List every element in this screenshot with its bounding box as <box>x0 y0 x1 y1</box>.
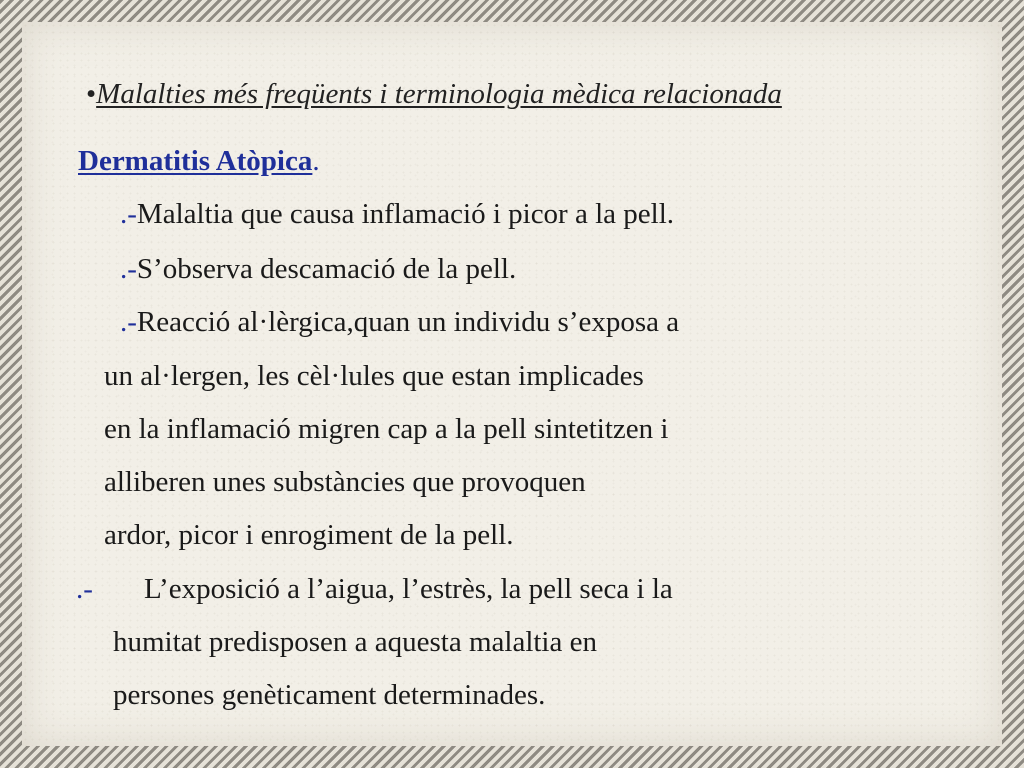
list-item-text: Reacció al·lèrgica,quan un individu s’exposa a <box>136 306 680 338</box>
continuation-line <box>104 413 668 446</box>
list-marker: .- <box>120 306 137 338</box>
title-bullet: • <box>86 78 97 110</box>
section-heading-line <box>78 145 320 178</box>
continuation-line <box>113 679 545 712</box>
continuation-line <box>104 519 514 552</box>
list-item-text: un al·lergen, les cèl·lules que estan implicades <box>104 360 644 392</box>
heading-period: . <box>312 145 320 177</box>
continuation-line <box>113 626 597 659</box>
list-item <box>120 306 679 339</box>
list-item-text: humitat predisposen a aquesta malaltia en <box>113 626 597 658</box>
list-item-text: persones genèticament determinades. <box>113 679 546 711</box>
slide-title <box>86 78 782 111</box>
list-item-text: S’observa descamació de la pell. <box>136 253 517 285</box>
list-marker: .- <box>76 573 93 605</box>
continuation-line <box>104 466 586 499</box>
continuation-line <box>104 360 644 393</box>
list-item <box>120 198 674 231</box>
list-marker: .- <box>120 198 137 230</box>
list-item-text: ardor, picor i enrogiment de la pell. <box>104 519 514 551</box>
section-heading: Dermatitis Atòpica <box>78 145 313 177</box>
list-item-text: en la inflamació migren cap a la pell sintetitzen i <box>104 413 669 445</box>
list-item <box>120 253 516 286</box>
title-text: Malalties més freqüents i terminologia mèdica relacionada <box>96 78 782 110</box>
list-item-text: alliberen unes substàncies que provoquen <box>104 466 586 498</box>
list-marker: .- <box>120 253 137 285</box>
list-item-text: L’exposició a l’aigua, l’estrès, la pell seca i la <box>144 573 673 605</box>
list-item-text: Malaltia que causa inflamació i picor a la pell. <box>136 198 675 230</box>
list-item <box>76 573 673 606</box>
